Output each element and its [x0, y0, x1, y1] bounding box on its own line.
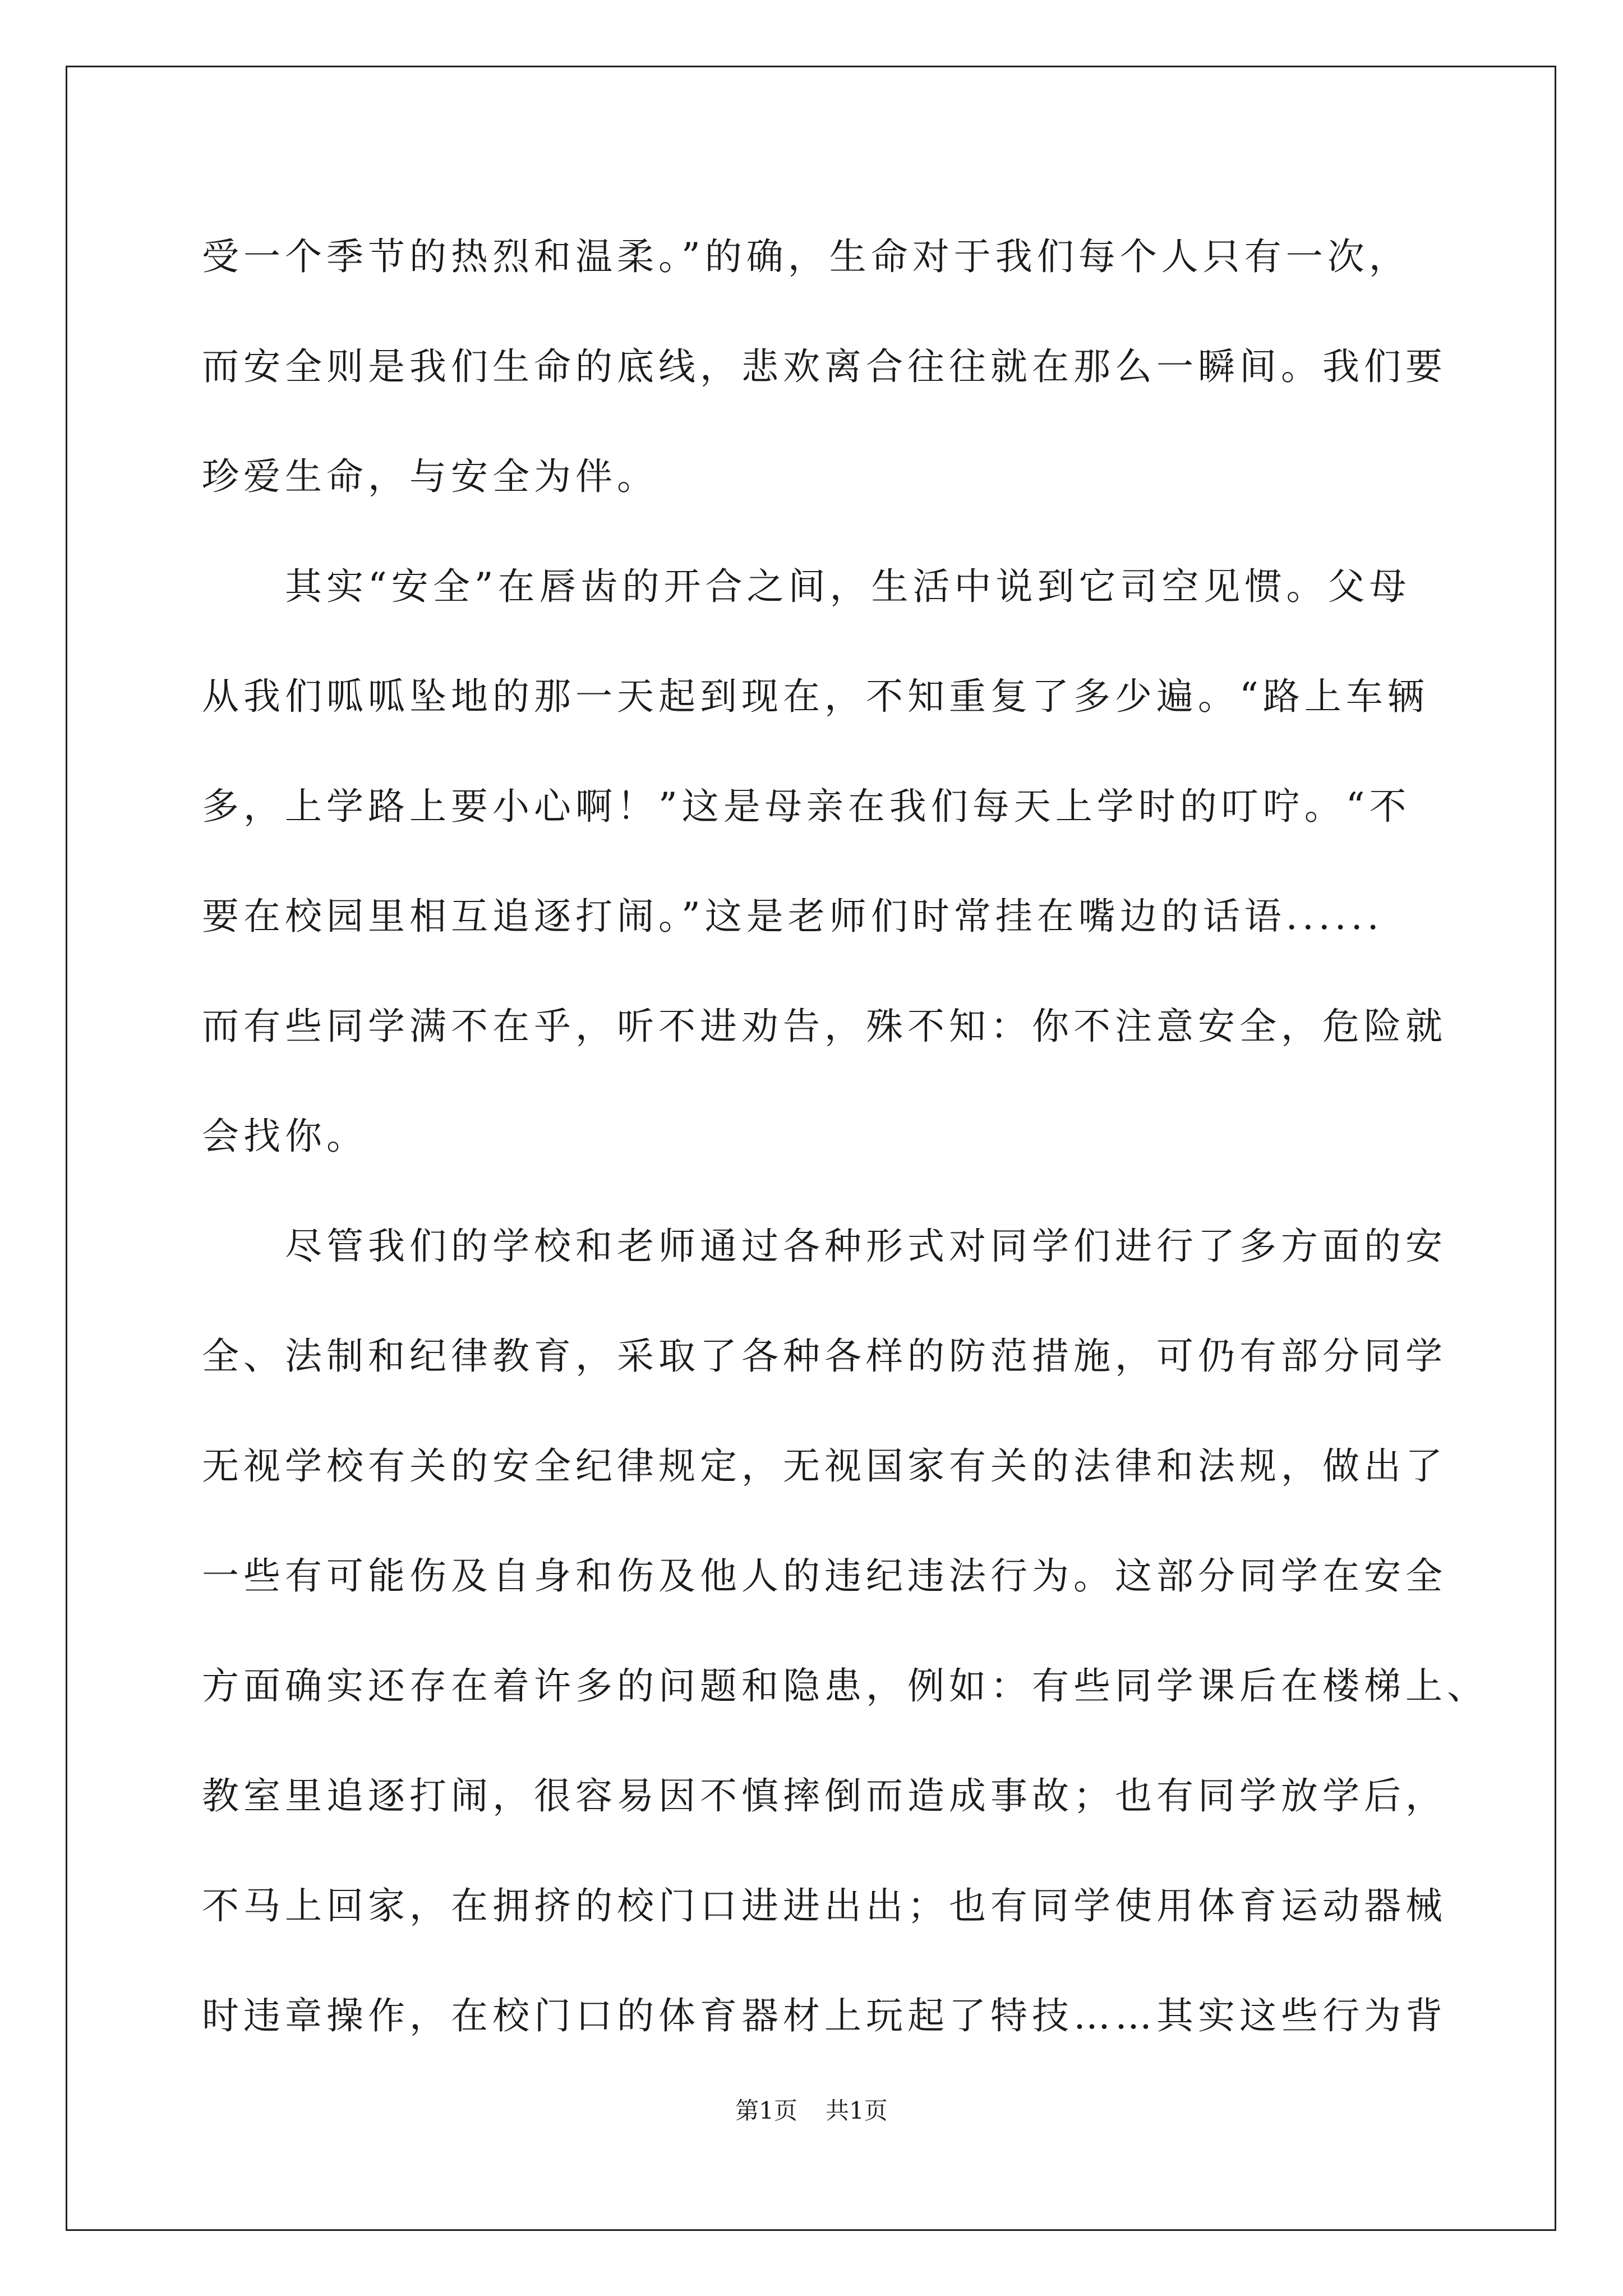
- text-line: 会找你。: [202, 1115, 368, 1158]
- text-line: 受一个季节的热烈和温柔。”的确，生命对于我们每个人只有一次，: [202, 235, 1410, 278]
- text-line: 教室里追逐打闹，很容易因不慎摔倒而造成事故；也有同学放学后，: [202, 1774, 1447, 1818]
- text-line: 无视学校有关的安全纪律规定，无视国家有关的法律和法规，做出了: [202, 1444, 1447, 1488]
- document-body: [202, 202, 1488, 2071]
- text-line: 方面确实还存在着许多的问题和隐患，例如：有些同学课后在楼梯上、: [202, 1664, 1488, 1708]
- text-line: 珍爱生命，与安全为伴。: [202, 455, 658, 498]
- page-footer: [0, 2092, 1623, 2126]
- text-line: 时违章操作，在校门口的体育器材上玩起了特技……其实这些行为背: [202, 1994, 1447, 2037]
- text-line: 一些有可能伤及自身和伤及他人的违纪违法行为。这部分同学在安全: [202, 1554, 1447, 1598]
- text-line: 要在校园里相互追逐打闹。”这是老师们时常挂在嘴边的话语......: [202, 895, 1384, 938]
- text-line: 而有些同学满不在乎，听不进劝告，殊不知：你不注意安全，危险就: [202, 1005, 1447, 1048]
- text-line: 尽管我们的学校和老师通过各种形式对同学们进行了多方面的安: [202, 1225, 1447, 1268]
- page-number: 第1页: [735, 2097, 797, 2124]
- text-line: 其实“安全”在唇齿的开合之间，生活中说到它司空见惯。父母: [202, 565, 1411, 608]
- text-line: 而安全则是我们生命的底线，悲欢离合往往就在那么一瞬间。我们要: [202, 345, 1447, 388]
- text-line: 不马上回家，在拥挤的校门口进进出出；也有同学使用体育运动器械: [202, 1884, 1447, 1927]
- page-total: 共1页: [826, 2097, 888, 2124]
- text-line: 从我们呱呱坠地的那一天起到现在，不知重复了多少遍。“路上车辆: [202, 675, 1429, 718]
- text-line: 多，上学路上要小心啊！”这是母亲在我们每天上学时的叮咛。“不: [202, 785, 1411, 828]
- text-line: 全、法制和纪律教育，采取了各种各样的防范措施，可仍有部分同学: [202, 1335, 1447, 1378]
